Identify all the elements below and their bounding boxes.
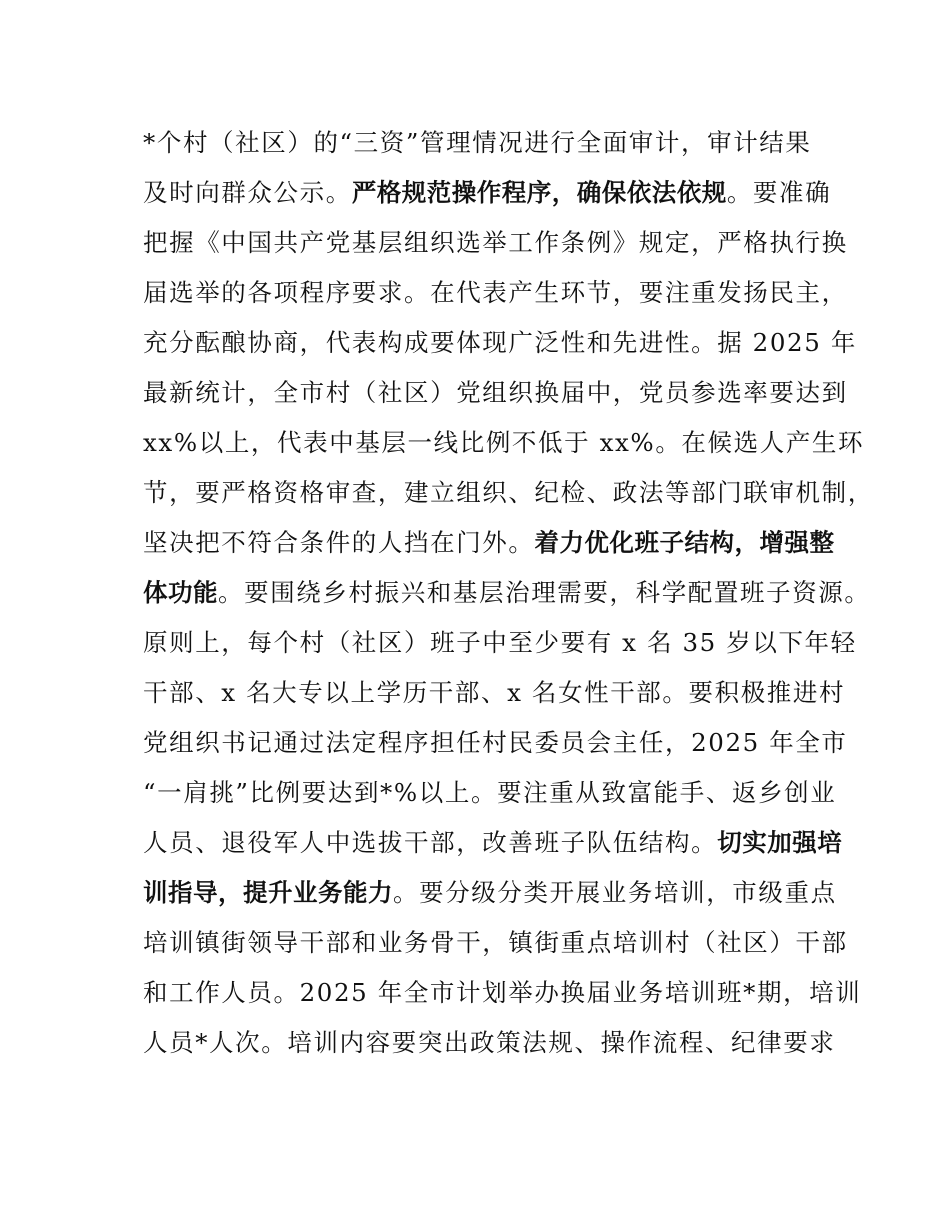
body-text: 党组织书记通过法定程序担任村民委员会主任，2025 年全市 <box>143 728 848 757</box>
body-text: 人员、退役军人中选拔干部，改善班子队伍结构。 <box>143 828 718 857</box>
text-line <box>143 925 848 975</box>
text-line <box>143 775 837 825</box>
body-text: 。要准确 <box>726 178 832 207</box>
body-text: xx%以上，代表中基层一线比例不低于 xx%。在候选人产生环 <box>143 428 865 457</box>
body-text: 届选举的各项程序要求。在代表产生环节，要注重发扬民主， <box>143 278 848 307</box>
body-text: 把握《中国共产党基层组织选举工作条例》规定，严格执行换 <box>143 228 848 257</box>
text-line <box>143 575 871 625</box>
text-line <box>143 275 848 325</box>
body-text: 坚决把不符合条件的人挡在门外。 <box>143 528 535 557</box>
text-line <box>143 175 832 225</box>
text-line <box>143 525 835 575</box>
body-text: 最新统计，全市村（社区）党组织换届中，党员参选率要达到 <box>143 378 848 407</box>
body-text: 及时向群众公示。 <box>143 178 352 207</box>
body-text: 。要围绕乡村振兴和基层治理需要，科学配置班子资源。 <box>218 578 871 607</box>
body-text: *个村（社区）的“三资”管理情况进行全面审计，审计结果 <box>143 128 812 157</box>
text-line <box>143 625 857 675</box>
bold-heading-text: 着力优化班子结构，增强整 <box>534 528 835 557</box>
bold-heading-text: 切实加强培 <box>717 828 843 857</box>
bold-heading-text: 体功能 <box>143 578 218 607</box>
body-text: 人员*人次。培训内容要突出政策法规、操作流程、纪律要求 <box>143 1028 836 1057</box>
text-line <box>143 225 848 275</box>
text-line <box>143 425 865 475</box>
body-text: 和工作人员。2025 年全市计划举办换届业务培训班*期，培训 <box>143 978 862 1007</box>
document-body <box>143 125 874 1075</box>
body-text: 原则上，每个村（社区）班子中至少要有 x 名 35 岁以下年轻 <box>143 628 857 657</box>
body-text: 干部、x 名大专以上学历干部、x 名女性干部。要积极推进村 <box>143 678 846 707</box>
body-text: 。要分级分类开展业务培训，市级重点 <box>393 878 837 907</box>
text-line <box>143 975 862 1025</box>
text-line <box>143 475 874 525</box>
text-line <box>143 675 846 725</box>
text-line <box>143 875 837 925</box>
text-line <box>143 375 848 425</box>
body-text: “一肩挑”比例要达到*%以上。要注重从致富能手、返乡创业 <box>143 778 837 807</box>
body-text: 充分酝酿协商，代表构成要体现广泛性和先进性。据 2025 年 <box>143 328 857 357</box>
body-text: 节，要严格资格审查，建立组织、纪检、政法等部门联审机制， <box>143 478 874 507</box>
text-line <box>143 725 848 775</box>
body-text: 培训镇街领导干部和业务骨干，镇街重点培训村（社区）干部 <box>143 928 848 957</box>
text-line <box>143 1025 836 1075</box>
bold-heading-text: 严格规范操作程序，确保依法依规 <box>351 178 727 207</box>
text-line <box>143 825 843 875</box>
bold-heading-text: 训指导，提升业务能力 <box>143 878 393 907</box>
text-line <box>143 125 823 175</box>
text-line <box>143 325 857 375</box>
